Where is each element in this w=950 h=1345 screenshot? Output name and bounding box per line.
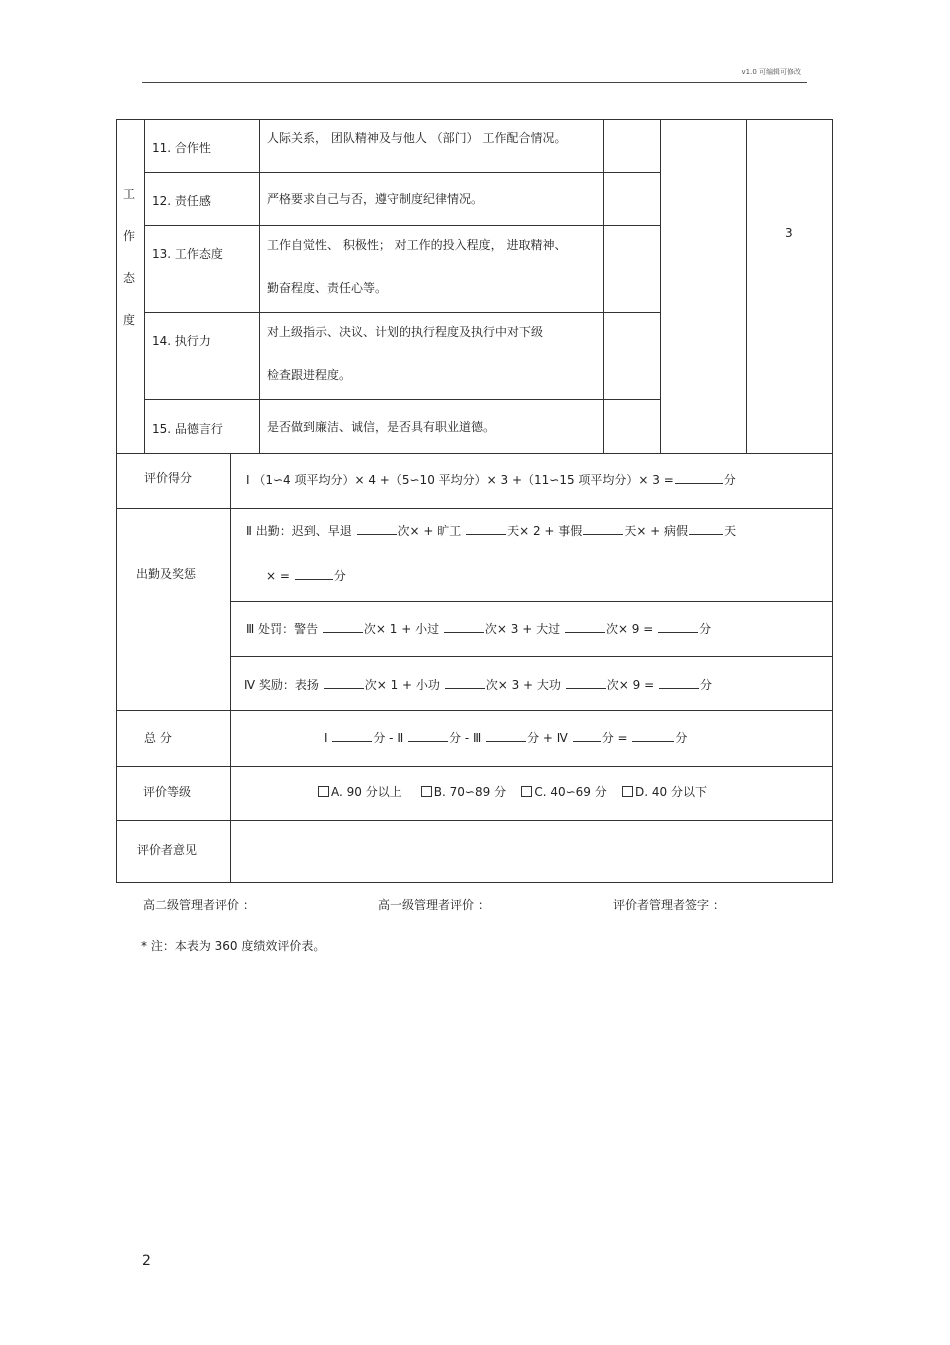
praise-blank bbox=[324, 676, 364, 689]
total-blank bbox=[632, 729, 674, 742]
attendance-text: 天× + 病假 bbox=[624, 524, 689, 538]
attendance-text: 次× + 旷工 bbox=[397, 524, 466, 538]
item-description: 检查跟进程度。 bbox=[267, 368, 352, 382]
total-blank bbox=[573, 729, 601, 742]
attendance-line bbox=[266, 567, 346, 583]
signature-second-level: 高二级管理者评价 ： bbox=[143, 898, 255, 912]
divider bbox=[603, 119, 604, 453]
absent-blank bbox=[466, 522, 506, 535]
attendance-text: 分 bbox=[333, 569, 346, 583]
penalty-text: 分 bbox=[699, 622, 712, 636]
grade-option-c[interactable] bbox=[521, 785, 606, 799]
divider bbox=[144, 172, 660, 173]
divider bbox=[230, 656, 833, 657]
penalty-text: 次× 1 + 小过 bbox=[363, 622, 443, 636]
reward-line bbox=[244, 676, 712, 692]
item-name: 14. 执行力 bbox=[152, 334, 211, 348]
item-name: 13. 工作态度 bbox=[152, 247, 223, 261]
divider bbox=[144, 312, 660, 313]
reward-total-blank bbox=[659, 676, 699, 689]
item-description: 勤奋程度、责任心等。 bbox=[267, 281, 388, 295]
item-description: 严格要求自己与否，遵守制度纪律情况。 bbox=[267, 192, 484, 206]
total-label: 总 分 bbox=[144, 731, 172, 745]
penalty-text: 次× 3 + 大过 bbox=[484, 622, 564, 636]
penalty-line bbox=[246, 620, 711, 636]
divider bbox=[230, 601, 833, 602]
major-demerit-blank bbox=[565, 620, 605, 633]
penalty-text: 次× 9 = bbox=[605, 622, 658, 636]
grade-option-d[interactable] bbox=[622, 785, 707, 799]
checkbox-icon[interactable] bbox=[521, 786, 532, 797]
penalty-text: Ⅲ 处罚：警告 bbox=[246, 622, 322, 636]
table-border-top bbox=[116, 119, 833, 120]
signature-first-level: 高一级管理者评价 ： bbox=[378, 898, 490, 912]
score-unit: 分 bbox=[723, 473, 736, 487]
score-blank bbox=[675, 471, 723, 484]
checkbox-icon[interactable] bbox=[318, 786, 329, 797]
item-name: 12. 责任感 bbox=[152, 194, 211, 208]
personal-leave-blank bbox=[583, 522, 623, 535]
reward-text: 次× 9 = bbox=[606, 678, 658, 692]
total-blank bbox=[408, 729, 448, 742]
divider bbox=[746, 119, 747, 453]
divider bbox=[230, 453, 231, 882]
table-border-left bbox=[116, 119, 117, 882]
major-merit-blank bbox=[566, 676, 606, 689]
attendance-label: 出勤及奖惩 bbox=[136, 567, 197, 581]
attendance-text: × = bbox=[266, 569, 294, 583]
grade-option-label: B. 70∽89 分 bbox=[433, 785, 507, 799]
total-text: Ⅰ bbox=[324, 731, 332, 745]
section-label bbox=[122, 187, 136, 355]
section-label-char: 作 bbox=[122, 229, 135, 243]
total-text: 分 - Ⅲ bbox=[449, 731, 486, 745]
minor-merit-blank bbox=[445, 676, 485, 689]
checkbox-icon[interactable] bbox=[622, 786, 633, 797]
score-formula-text: Ⅰ （1∽4 项平均分）× 4 +（5∽10 平均分）× 3 +（11∽15 项平均分）× 3 = bbox=[246, 473, 674, 487]
table-border-right bbox=[832, 119, 833, 882]
reward-text: 次× 1 + 小功 bbox=[364, 678, 444, 692]
divider bbox=[116, 820, 833, 821]
item-description: 是否做到廉洁、诚信，是否具有职业道德。 bbox=[267, 420, 496, 434]
warning-blank bbox=[323, 620, 363, 633]
section-label-char: 度 bbox=[122, 313, 135, 327]
total-text: 分 = bbox=[601, 731, 632, 745]
attendance-line bbox=[246, 522, 736, 538]
total-text: 分 bbox=[675, 731, 688, 745]
section-label-char: 态 bbox=[122, 271, 135, 285]
divider bbox=[660, 119, 661, 453]
divider bbox=[259, 119, 260, 453]
divider bbox=[116, 766, 833, 767]
page-number: 2 bbox=[142, 1253, 151, 1269]
reward-text: 分 bbox=[699, 678, 712, 692]
total-blank bbox=[332, 729, 372, 742]
attendance-text: Ⅱ 出勤：迟到、早退 bbox=[246, 524, 356, 538]
grade-option-label: C. 40∽69 分 bbox=[534, 785, 607, 799]
grade-option-b[interactable] bbox=[421, 785, 506, 799]
divider bbox=[116, 710, 833, 711]
divider bbox=[144, 119, 145, 453]
grade-label: 评价等级 bbox=[143, 785, 192, 799]
penalty-total-blank bbox=[658, 620, 698, 633]
section-label-char: 工 bbox=[122, 187, 135, 201]
total-blank bbox=[486, 729, 526, 742]
total-text: 分 - Ⅱ bbox=[373, 731, 408, 745]
section-score: 3 bbox=[785, 226, 793, 240]
grade-option-label: A. 90 分以上 bbox=[331, 785, 402, 799]
opinion-label: 评价者意见 bbox=[137, 843, 198, 857]
signature-evaluator: 评价者管理者签字 ： bbox=[613, 898, 725, 912]
grade-option-label: D. 40 分以下 bbox=[635, 785, 707, 799]
grade-options bbox=[318, 785, 707, 799]
attendance-text: 天 bbox=[724, 524, 737, 538]
score-formula bbox=[246, 471, 736, 487]
item-name: 11. 合作性 bbox=[152, 141, 211, 155]
attendance-text: 天× 2 + 事假 bbox=[507, 524, 583, 538]
opinion-field[interactable] bbox=[240, 830, 820, 870]
score-row-label: 评价得分 bbox=[144, 471, 193, 485]
total-text: 分 + Ⅳ bbox=[527, 731, 572, 745]
late-blank bbox=[357, 522, 397, 535]
sick-leave-blank bbox=[689, 522, 723, 535]
grade-option-a[interactable] bbox=[318, 785, 402, 799]
item-description: 工作自觉性、 积极性； 对工作的投入程度， 进取精神、 bbox=[267, 238, 567, 252]
total-formula bbox=[324, 729, 687, 745]
table-border-bottom bbox=[116, 882, 833, 883]
table-note: * 注：本表为 360 度绩效评价表。 bbox=[141, 939, 326, 953]
reward-text: Ⅳ 奖励：表扬 bbox=[244, 678, 323, 692]
divider bbox=[116, 508, 833, 509]
header-note: v1.0 可编辑可修改 bbox=[741, 68, 801, 76]
divider bbox=[116, 453, 833, 454]
item-description: 人际关系， 团队精神及与他人 （部门） 工作配合情况。 bbox=[267, 131, 567, 145]
item-description: 对上级指示、决议、计划的执行程度及执行中对下级 bbox=[267, 325, 544, 339]
minor-demerit-blank bbox=[444, 620, 484, 633]
reward-text: 次× 3 + 大功 bbox=[485, 678, 565, 692]
divider bbox=[144, 225, 660, 226]
checkbox-icon[interactable] bbox=[421, 786, 432, 797]
divider bbox=[144, 399, 660, 400]
item-name: 15. 品德言行 bbox=[152, 422, 223, 436]
attendance-total-blank bbox=[295, 567, 333, 580]
